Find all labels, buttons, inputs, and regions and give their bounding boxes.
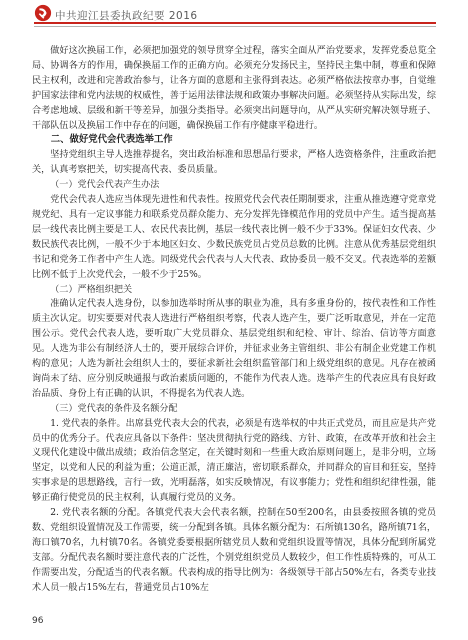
page-body bbox=[32, 44, 436, 596]
paragraph-sub1: 党代会代表人选应当体现先进性和代表性。按照党代会代表任期制要求，注重从推选遵守党章党规党纪、具有一定议事能力和联系党员群众能力、充分发挥先锋模范作用的党员中产生。适当提高基层一线代表比例主要是工人、农民代表比例，基层一线代表比例一般不少于33%。保证妇女代表、少数民族代表比例，一般不少于本地区妇女、少数民族党员占党员总数的比例。注意从优秀基层党组织书记和党务工作者中产生人选。同级党代会代表与人大代表、政协委员一般不交叉。代表选举的差额比例不低于上次党代会，一般不少于25%。 bbox=[32, 195, 436, 280]
paragraph-sub3-item2: 2. 党代表名额的分配。各镇党代表大会代表名额，控制在50至200名，由县委按照各镇的党员数、党组织设置情况及工作需要，统一分配到各镇。具体名额分配为：石所镇130名，路所镇71名，海口镇70名，九村镇70名。各镇党委要根据所辖党员人数和党组织设置等情况，具体分配到所属党支部。分配代表名额时要注意代表的广泛性，个别党组织党员人数较少，但工作性质特殊的，可从工作需要出发，分配适当的代表名额。代表构成的指导比例为：各级领导干部占50%左右，各类专业技术人员一般占15%左右，普通党员占10%左 bbox=[32, 508, 436, 593]
paragraph-intro: 做好这次换届工作，必须把加强党的领导贯穿全过程，落实全面从严治党要求，发挥党委总览全局、协调各方的作用，确保换届工作的正确方向。必须充分发扬民主，坚持民主集中制，尊重和保障民主权利，改进和完善政治参与，让各方面的意愿和主张得到表达。必须严格依法按章办事，自觉维护国家法律和党内法规的权威性，善于运用法律法规和政策办事解决问题。必须坚持从实际出发，综合考虑地域、层级和新干等差异，加强分类指导。必须突出问题导向，从严从实研究解决领导班子、干部队伍以及换届工作中存在的问题，确保换届工作有序健康平稳进行。 bbox=[32, 46, 436, 131]
page-number: 96 bbox=[32, 616, 44, 626]
subsection-heading-2: （二）严格组织把关 bbox=[50, 284, 133, 295]
paragraph-sub2: 准确认定代表人选身份，以参加选举时所从事的职业为准，具有多重身份的，按代表性和工作性质主次认定。切实要要对代表人选进行严格组织考察，代表人选产生，要广泛听取意见，并在一定范围公示。党代会代表人选，要听取广大党员群众、基层党组织和纪检、审计、综治、信访等方面意见。人选为非公有制经济人士的，要开展综合评价，并征求业务主管组织、非公有制企业党建工作机构的意见；人选为新社会组织人士的，要征求新社会组织监管部门和上级党组织的意见。凡存在被函询尚未了结、应分别反映通报与政治素质问题的，不能作为代表人选。选举产生的代表应具有良好政治品质、身份上有正确的认识，不得提名为代表人选。 bbox=[32, 299, 436, 399]
header-rule-gray bbox=[34, 26, 436, 27]
party-emblem-icon bbox=[34, 4, 52, 22]
paragraph-section2: 坚持党组织主导人选推荐提名，突出政治标准和思想品行要求，严格人选资格条件，注重政治把关，认真考察把关，切实提高代表、委员质量。 bbox=[32, 150, 436, 176]
subsection-heading-3: （三）党代表的条件及名额分配 bbox=[50, 403, 178, 414]
section-heading-2: 二、做好党代会代表选举工作 bbox=[50, 134, 173, 146]
paragraph-sub3-item1: 1. 党代表的条件。出席县党代表大会的代表，必须是有选举权的中共正式党员，而且应是共产党员中的优秀分子。代表应具备以下条件：坚决贯彻执行党的路线、方针、政策，在改革开放和社会主义现代化建设中做出成绩；政治信念坚定，在关键时刻和一些重大政治原则问题上，是非分明，立场坚定，以党和人民的利益为重；公道正派，清正廉洁，密切联系群众，并同群众的盲目和狂妄，坚持实事求是的思想路线，言行一致，光明磊落，如实反映情况，有议事能力；党性和组织纪律性强，能够正确行使党员的民主权利，认真履行党员的义务。 bbox=[32, 418, 436, 504]
header-rule-red bbox=[34, 22, 436, 24]
subsection-heading-1: （一）党代会代表产生办法 bbox=[50, 180, 160, 191]
header-title: 中共迎江县委执政纪要 2016 bbox=[55, 10, 198, 22]
running-header bbox=[0, 0, 468, 46]
